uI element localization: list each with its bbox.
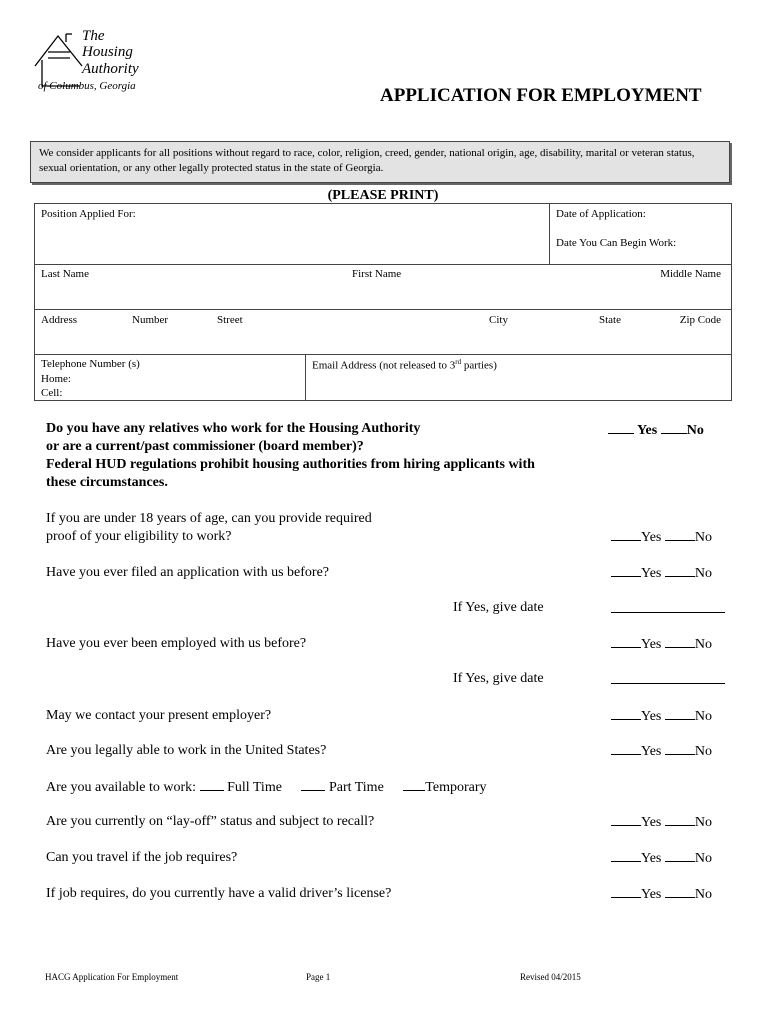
legally-able-yes-no[interactable]: Yes No [611, 742, 712, 760]
city-label: City [489, 314, 508, 326]
telephone-field[interactable] [34, 354, 306, 401]
street-label: Street [217, 314, 243, 326]
employed-before-question: Have you ever been employed with us before? [46, 636, 307, 651]
position-applied-label: Position Applied For: [41, 208, 136, 220]
email-field[interactable] [305, 354, 732, 401]
footer-page-number: Page 1 [306, 972, 331, 982]
position-applied-field[interactable] [34, 203, 550, 265]
filed-before-date-input[interactable] [611, 600, 725, 618]
layoff-question: Are you currently on “lay-off” status and subject to recall? [46, 814, 375, 829]
email-label: Email Address (not released to 3rd parties) [312, 358, 497, 372]
filed-before-yes-no[interactable]: Yes No [611, 564, 712, 582]
availability-question[interactable]: Are you available to work: Full Time Part Time Temporary [46, 780, 487, 795]
page-title: APPLICATION FOR EMPLOYMENT [380, 85, 702, 106]
logo [30, 24, 160, 100]
date-begin-work-label: Date You Can Begin Work: [556, 237, 677, 249]
name-field[interactable] [34, 264, 732, 310]
logo-text-the: The [82, 28, 105, 44]
contact-employer-question: May we contact your present employer? [46, 708, 272, 723]
address-field[interactable] [34, 309, 732, 355]
cell-phone-label: Cell: [41, 387, 63, 399]
footer-revision: Revised 04/2015 [520, 972, 581, 982]
footer-form-name: HACG Application For Employment [45, 972, 179, 982]
zip-code-label: Zip Code [679, 314, 721, 326]
travel-yes-no[interactable]: Yes No [611, 849, 712, 867]
telephone-label: Telephone Number (s) [41, 358, 140, 370]
relatives-question: Do you have any relatives who work for the Housing Authority or are a current/past commissioner (board member)? Federal HUD regulations prohibit housing authorities from hiring applicants with these circumstances. [46, 421, 535, 490]
first-name-label: First Name [352, 268, 402, 280]
travel-question: Can you travel if the job requires? [46, 850, 238, 865]
employed-before-yes-no[interactable]: Yes No [611, 635, 712, 653]
date-of-application-label: Date of Application: [556, 208, 646, 220]
employed-before-date-label: If Yes, give date [453, 671, 544, 686]
employed-before-date-input[interactable] [611, 671, 725, 689]
logo-text-housing: Housing [82, 44, 133, 60]
equal-opportunity-notice: We consider applicants for all positions without regard to race, color, religion, creed, gender, national origin, age, disability, marital or veteran status, sexual orientation, or any other legally protected status in the state of Georgia. [30, 141, 730, 183]
home-phone-label: Home: [41, 373, 71, 385]
number-label: Number [132, 314, 169, 326]
legally-able-question: Are you legally able to work in the United States? [46, 743, 327, 758]
logo-text-authority: Authority [82, 61, 139, 77]
filed-before-question: Have you ever filed an application with us before? [46, 565, 330, 580]
address-label: Address [41, 314, 78, 326]
under-18-yes-no[interactable]: Yes No [611, 528, 712, 546]
state-label: State [599, 314, 621, 326]
license-yes-no[interactable]: Yes No [611, 885, 712, 903]
relatives-yes-no[interactable]: Yes No [608, 421, 704, 439]
logo-text-location: of Columbus, Georgia [38, 80, 136, 92]
filed-before-date-label: If Yes, give date [453, 600, 544, 615]
middle-name-label: Middle Name [660, 268, 721, 280]
last-name-label: Last Name [41, 268, 89, 280]
license-question: If job requires, do you currently have a valid driver’s license? [46, 886, 392, 901]
please-print-heading: (PLEASE PRINT) [327, 188, 439, 203]
layoff-yes-no[interactable]: Yes No [611, 813, 712, 831]
dates-field[interactable] [549, 203, 732, 265]
contact-employer-yes-no[interactable]: Yes No [611, 707, 712, 725]
under-18-question: If you are under 18 years of age, can you provide required proof of your eligibility to work? [46, 511, 372, 544]
